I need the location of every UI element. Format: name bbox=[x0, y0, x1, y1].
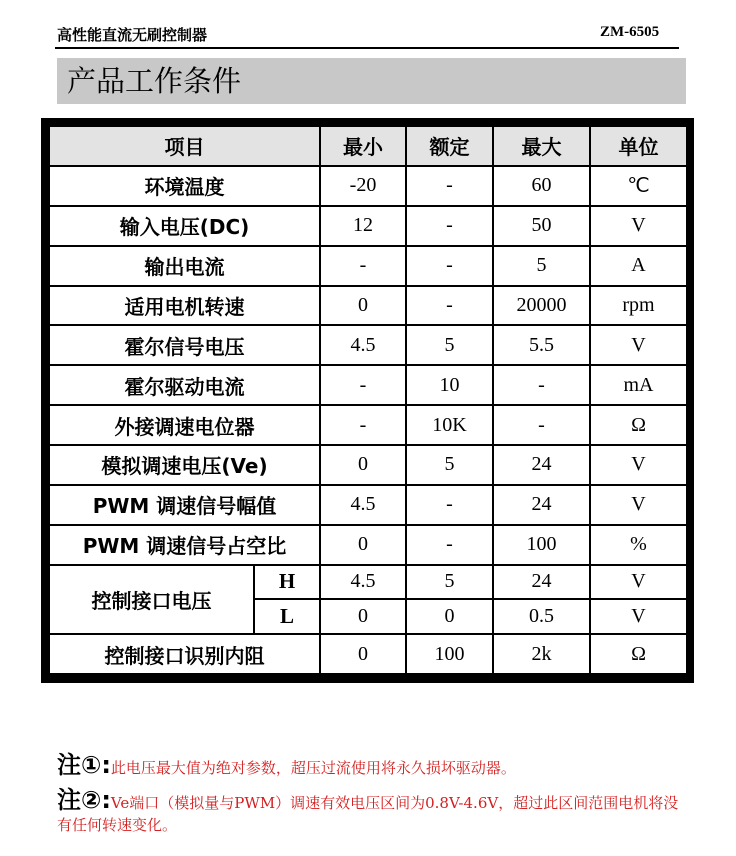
table-row bbox=[49, 485, 687, 525]
row-item: PWM 调速信号占空比 bbox=[49, 525, 320, 565]
row-unit: Ω bbox=[590, 634, 687, 674]
control-voltage-item: 控制接口电压 bbox=[49, 565, 254, 634]
table-header-row bbox=[49, 126, 687, 166]
row-unit: V bbox=[590, 565, 687, 600]
row-unit: ℃ bbox=[590, 166, 687, 206]
note-1-text: 此电压最大值为绝对参数，超压过流使用将永久损坏驱动器。 bbox=[110, 759, 516, 777]
row-unit: V bbox=[590, 485, 687, 525]
row-min: 4.5 bbox=[320, 485, 406, 525]
row-max: - bbox=[493, 365, 590, 405]
row-unit: Ω bbox=[590, 405, 687, 445]
row-max: 24 bbox=[493, 485, 590, 525]
table-row bbox=[49, 405, 687, 445]
row-max: 60 bbox=[493, 166, 590, 206]
row-max: 5 bbox=[493, 246, 590, 286]
row-min: 0 bbox=[320, 445, 406, 485]
row-unit: A bbox=[590, 246, 687, 286]
row-rated: - bbox=[406, 286, 493, 326]
row-max: 24 bbox=[493, 445, 590, 485]
header-rule bbox=[55, 47, 679, 49]
col-header-rated: 额定 bbox=[406, 126, 493, 166]
row-max: 20000 bbox=[493, 286, 590, 326]
row-rated: 5 bbox=[406, 565, 493, 600]
row-unit: V bbox=[590, 206, 687, 246]
row-max: 100 bbox=[493, 525, 590, 565]
row-unit: % bbox=[590, 525, 687, 565]
model-number: ZM-6505 bbox=[600, 24, 660, 40]
table-row bbox=[49, 206, 687, 246]
row-max: 2k bbox=[493, 634, 590, 674]
row-rated: - bbox=[406, 525, 493, 565]
row-max: 5.5 bbox=[493, 325, 590, 365]
row-max: 0.5 bbox=[493, 599, 590, 634]
row-min: - bbox=[320, 365, 406, 405]
row-item: 输出电流 bbox=[49, 246, 320, 286]
row-min: 4.5 bbox=[320, 325, 406, 365]
table-row bbox=[49, 445, 687, 485]
row-item: 环境温度 bbox=[49, 166, 320, 206]
row-rated: - bbox=[406, 166, 493, 206]
table-row bbox=[49, 166, 687, 206]
note-2 bbox=[57, 786, 687, 836]
row-item: 控制接口识别内阻 bbox=[49, 634, 320, 674]
table-row bbox=[49, 246, 687, 286]
row-min: 0 bbox=[320, 599, 406, 634]
row-rated: 10K bbox=[406, 405, 493, 445]
row-max: - bbox=[493, 405, 590, 445]
row-item: 霍尔驱动电流 bbox=[49, 365, 320, 405]
col-header-item: 项目 bbox=[49, 126, 320, 166]
row-rated: 5 bbox=[406, 325, 493, 365]
row-unit: V bbox=[590, 445, 687, 485]
document-title: 高性能直流无刷控制器 bbox=[57, 26, 208, 44]
row-min: -20 bbox=[320, 166, 406, 206]
table-row bbox=[49, 565, 687, 600]
row-unit: rpm bbox=[590, 286, 687, 326]
row-min: 0 bbox=[320, 286, 406, 326]
note-2-label: 注②: bbox=[57, 786, 111, 814]
col-header-min: 最小 bbox=[320, 126, 406, 166]
row-max: 24 bbox=[493, 565, 590, 600]
level-low: L bbox=[254, 599, 320, 634]
row-unit: V bbox=[590, 599, 687, 634]
row-rated: 10 bbox=[406, 365, 493, 405]
table-row bbox=[49, 286, 687, 326]
table-row bbox=[49, 325, 687, 365]
row-item: 外接调速电位器 bbox=[49, 405, 320, 445]
row-rated: 0 bbox=[406, 599, 493, 634]
note-1-label: 注①: bbox=[57, 751, 111, 779]
table-row bbox=[49, 525, 687, 565]
row-min: 4.5 bbox=[320, 565, 406, 600]
col-header-unit: 单位 bbox=[590, 126, 687, 166]
note-1 bbox=[57, 751, 697, 779]
table-row bbox=[49, 634, 687, 674]
row-item: 输入电压(DC) bbox=[49, 206, 320, 246]
col-header-max: 最大 bbox=[493, 126, 590, 166]
row-item: 模拟调速电压(Ve) bbox=[49, 445, 320, 485]
operating-conditions-table bbox=[48, 125, 688, 675]
row-min: 12 bbox=[320, 206, 406, 246]
row-rated: 5 bbox=[406, 445, 493, 485]
note-2-text: Ve端口（模拟量与PWM）调速有效电压区间为0.8V-4.6V，超过此区间范围电机将没有任何转速变化。 bbox=[57, 794, 679, 834]
row-min: 0 bbox=[320, 525, 406, 565]
row-rated: - bbox=[406, 485, 493, 525]
row-max: 50 bbox=[493, 206, 590, 246]
row-min: 0 bbox=[320, 634, 406, 674]
row-item: 适用电机转速 bbox=[49, 286, 320, 326]
table-row bbox=[49, 365, 687, 405]
row-item: PWM 调速信号幅值 bbox=[49, 485, 320, 525]
row-unit: V bbox=[590, 325, 687, 365]
section-title: 产品工作条件 bbox=[67, 64, 242, 98]
row-min: - bbox=[320, 246, 406, 286]
level-high: H bbox=[254, 565, 320, 600]
row-rated: 100 bbox=[406, 634, 493, 674]
row-unit: mA bbox=[590, 365, 687, 405]
row-rated: - bbox=[406, 246, 493, 286]
row-item: 霍尔信号电压 bbox=[49, 325, 320, 365]
row-min: - bbox=[320, 405, 406, 445]
row-rated: - bbox=[406, 206, 493, 246]
